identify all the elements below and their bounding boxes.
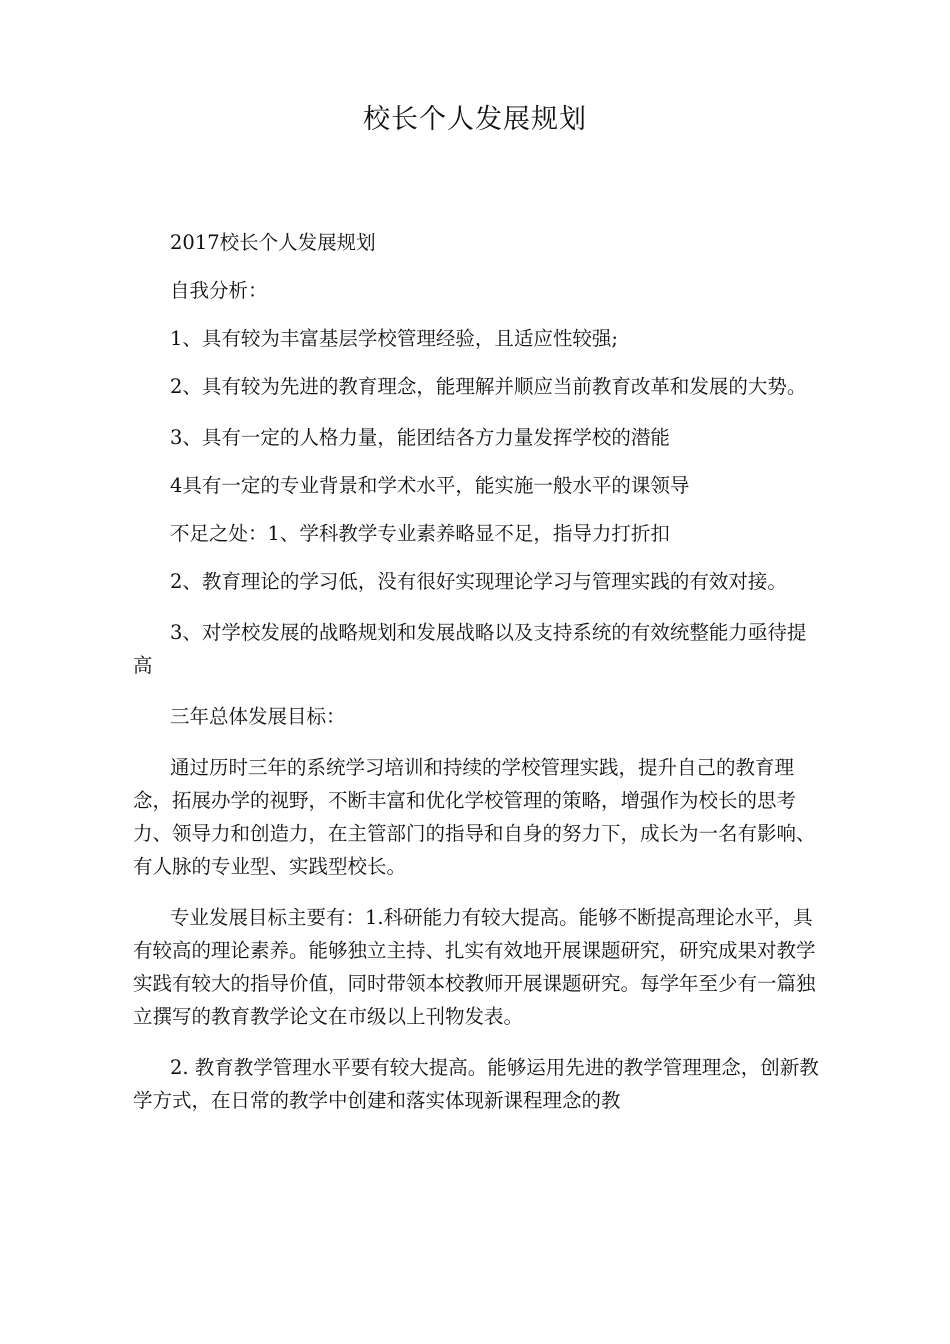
paragraph: 1、具有较为丰富基层学校管理经验，且适应性较强; xyxy=(170,327,618,350)
paragraph: 三年总体发展目标： xyxy=(170,705,346,728)
paragraph: 通过历时三年的系统学习培训和持续的学校管理实践，提升自己的教育理念，拓展办学的视野，不断丰富和优化学校管理的策略，增强作为校长的思考力、领导力和创造力，在主管部门的指导和自身的努力下，成长为一名有影响、有人脉的专业型、实践型校长。 xyxy=(133,756,816,878)
paragraph: 自我分析： xyxy=(170,279,268,302)
paragraph: 不足之处：1、学科教学专业素养略显不足，指导力打折扣 xyxy=(170,522,670,545)
paragraph: 2017校长个人发展规划 xyxy=(170,231,376,254)
document-body xyxy=(133,226,821,1117)
paragraph: 3、对学校发展的战略规划和发展战略以及支持系统的有效统整能力亟待提高 xyxy=(133,621,807,677)
paragraph: 3、具有一定的人格力量，能团结各方力量发挥学校的潜能 xyxy=(170,426,670,449)
paragraph: 2、具有较为先进的教育理念，能理解并顺应当前教育改革和发展的大势。 xyxy=(170,375,807,398)
paragraph: 2、教育理论的学习低，没有很好实现理论学习与管理实践的有效对接。 xyxy=(170,570,787,593)
document-title: 校长个人发展规划 xyxy=(363,104,587,135)
paragraph: 4具有一定的专业背景和学术水平，能实施一般水平的课领导 xyxy=(170,474,690,497)
paragraph: 2. 教育教学管理水平要有较大提高。能够运用先进的教学管理理念，创新教学方式，在日常的教学中创建和落实体现新课程理念的教 xyxy=(133,1056,819,1112)
paragraph: 专业发展目标主要有：1.科研能力有较大提高。能够不断提高理论水平，具有较高的理论素养。能够独立主持、扎实有效地开展课题研究，研究成果对教学实践有较大的指导价值，同时带领本校教师开展课题研究。每学年至少有一篇独立撰写的教育教学论文在市级以上刊物发表。 xyxy=(133,906,816,1028)
